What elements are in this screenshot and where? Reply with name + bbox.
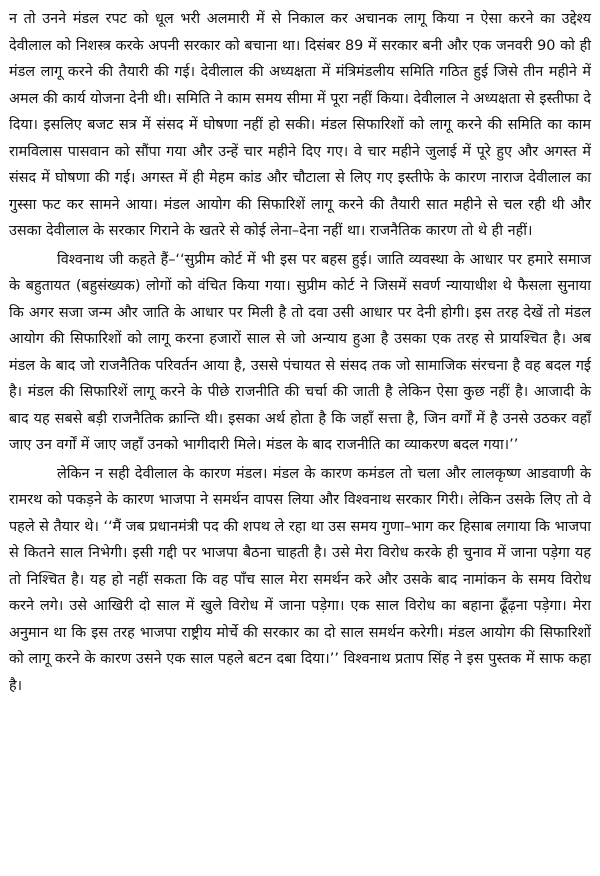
paragraph-1: न तो उनने मंडल रपट को धूल भरी अलमारी में से निकाल कर अचानक लागू किया न ऐसा करने का उद्देश्य देवीलाल को निशस्त्र करके अपनी सरकार को बचाना था। दिसंबर 89 में सरकार बनी और एक जनवरी 90 को ही मंडल लागू करने की तैयारी की गई। देवीलाल की अध्यक्षता में मंत्रिमंडलीय समिति गठित हुई जिसे तीन महीने में अमल की कार्य योजना देनी थी। समिति ने काम समय सीमा में पूरा नहीं किया। देवीलाल ने अध्यक्षता से इस्तीफा दे दिया। इसलिए बजट सत्र में संसद में घोषणा नहीं हो सकी। मंडल सिफारिशों को लागू करने की समिति का काम रामविलास पासवान को सौंपा गया और उन्हें चार महीने दिए गए। वे चार महीने जुलाई में पूरे हुए और अगस्त में संसद में घोषणा की गई। अगस्त में ही मेहम कांड और चौटाला से लिए गए इस्तीफे के कारण नाराज देवीलाल का गुस्सा फट कर सामने आया। मंडल आयोग की सिफारिशें लागू करने की तैयारी सात महीने से चल रही थी और उसका देवीलाल के सरकार गिराने के खतरे से कोई लेना–देना नहीं था। राजनैतिक कारण तो थे ही नहीं। xyxy=(9,11,591,239)
paragraph-2: विश्वनाथ जी कहते हैं–‘‘सुप्रीम कोर्ट में भी इस पर बहस हुई। जाति व्यवस्था के आधार पर हमारे समाज के बहुतायत (बहुसंख्यक) लोगों को वंचित किया गया। सुप्रीम कोर्ट ने जिसमें सवर्ण न्यायाधीश थे फैसला सुनाया कि अगर सजा जन्म और जाति के आधार पर मिली है तो दवा उसी आधार पर देनी होगी। इस तरह देखें तो मंडल आयोग की सिफारिशों को लागू करना हजारों साल से जो अन्याय हुआ है उसका एक तरह से प्रायश्चित है। अब मंडल के बाद जो राजनैतिक परिवर्तन आया है, उससे पंचायत से संसद तक जो सामाजिक संरचना है वह बदल गई है। मंडल की सिफारिशें लागू करने के पीछे राजनीति की चर्चा की जाती है लेकिन ऐसा कुछ नहीं है। आजादी के बाद यह सबसे बड़ी राजनैतिक क्रान्ति थी। इसका अर्थ होता है कि जहाँ सत्ता है, जिन वर्गों में है उनसे उठकर वहाँ जाए उन वर्गों में जाए जहाँ उनको भागीदारी मिले। मंडल के बाद राजनीति का व्याकरण बदल गया।’’ xyxy=(9,251,591,453)
paragraph-3: लेकिन न सही देवीलाल के कारण मंडल। मंडल के कारण कमंडल तो चला और लालकृष्ण आडवाणी के रामरथ को पकड़ने के कारण भाजपा ने समर्थन वापस लिया और विश्वनाथ सरकार गिरी। लेकिन उसके लिए तो वे पहले से तैयार थे। ‘‘मैं जब प्रधानमंत्री पद की शपथ ले रहा था उस समय गुणा–भाग कर हिसाब लगाया कि भाजपा से कितने साल निभेगी। इसी गद्दी पर भाजपा बैठना चाहती है। उसे मेरा विरोध करके ही चुनाव में जाना पड़ेगा यह तो निश्चित है। यह हो नहीं सकता कि वह पाँच साल मेरा समर्थन करे और उसके बाद नामांकन के समय विरोध करने लगे। उसे आखिरी दो साल में खुले विरोध में जाना पड़ेगा। एक साल विरोध का बहाना ढूँढ़ना पड़ेगा। मेरा अनुमान था कि इस तरह भाजपा राष्ट्रीय मोर्चे की सरकार का दो साल समर्थन करेगी। मंडल आयोग की सिफारिशों को लागू करने के कारण उसने एक साल पहले बटन दबा दिया।’’ विश्वनाथ प्रताप सिंह ने इस पुस्तक में साफ कहा है। xyxy=(9,465,591,694)
